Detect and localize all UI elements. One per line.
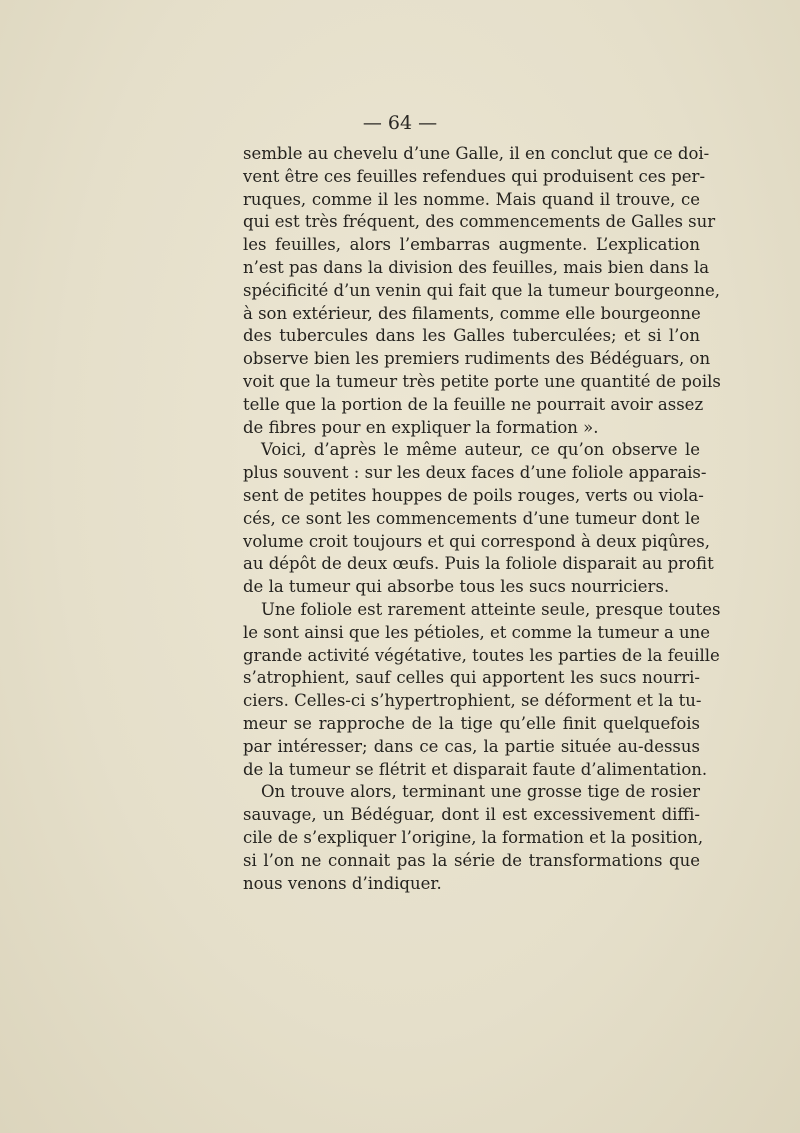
text-line: le sont ainsi que les pétioles, et comme la tumeur a une xyxy=(243,622,711,642)
text-line: meur se rapproche de la tige qu’elle finit quelquefois xyxy=(243,713,700,733)
text-line: Une foliole est rarement atteinte seule, presque toutes xyxy=(261,599,721,619)
text-line: Voici, d’après le même auteur, ce qu’on observe le xyxy=(261,440,700,460)
text-line: à son extérieur, des filaments, comme elle bourgeonne xyxy=(243,303,701,323)
page-number: — 64 — xyxy=(362,112,438,134)
text-line: voit que la tumeur très petite porte une quantité de poils xyxy=(243,371,721,391)
text-line: volume croit toujours et qui correspond à deux piqûres, xyxy=(243,531,710,551)
text-line: cile de s’expliquer l’origine, la formation et la position, xyxy=(243,827,704,847)
text-line: observe bien les premiers rudiments des Bédéguars, on xyxy=(243,349,711,369)
text-line: sent de petites houppes de poils rouges, verts ou viola- xyxy=(243,485,704,505)
text-line: telle que la portion de la feuille ne pourrait avoir assez xyxy=(243,394,704,414)
text-line: On trouve alors, terminant une grosse tige de rosier xyxy=(261,782,700,802)
text-line: n’est pas dans la division des feuilles, mais bien dans la xyxy=(243,257,710,277)
text-line: des tubercules dans les Galles tuberculées; et si l’on xyxy=(243,326,700,346)
text-line: au dépôt de deux œufs. Puis la foliole disparait au profit xyxy=(243,554,714,574)
text-line: nous venons d’indiquer. xyxy=(243,873,442,893)
text-line: de la tumeur qui absorbe tous les sucs nourriciers. xyxy=(243,577,670,597)
text-line: de la tumeur se flétrit et disparait faute d’alimentation. xyxy=(243,759,708,779)
text-line: vent être ces feuilles refendues qui produisent ces per- xyxy=(243,166,706,186)
text-line: sauvage, un Bédéguar, dont il est excessivement diffi- xyxy=(243,805,700,825)
text-line: spécificité d’un venin qui fait que la tumeur bourgeonne, xyxy=(243,280,720,300)
text-line: s’atrophient, sauf celles qui apportent les sucs nourri- xyxy=(243,668,700,688)
text-line: de fibres pour en expliquer la formation ». xyxy=(243,417,599,437)
text-line: qui est très fréquent, des commencements de Galles sur xyxy=(243,212,716,232)
text-line: ruques, comme il les nomme. Mais quand il trouve, ce xyxy=(243,189,700,209)
text-line: grande activité végétative, toutes les parties de la feuille xyxy=(243,645,720,665)
text-line: ciers. Celles-ci s’hypertrophient, se déforment et la tu- xyxy=(243,691,702,711)
text-line: semble au chevelu d’une Galle, il en conclut que ce doi- xyxy=(243,144,710,163)
text-line: les feuilles, alors l’embarras augmente. L’explication xyxy=(243,235,700,255)
text-line: par intéresser; dans ce cas, la partie située au-dessus xyxy=(243,736,700,756)
text-line: cés, ce sont les commencements d’une tumeur dont le xyxy=(243,508,700,528)
text-line: plus souvent : sur les deux faces d’une foliole apparais- xyxy=(243,463,707,483)
body-text xyxy=(243,143,721,895)
text-line: si l’on ne connait pas la série de transformations que xyxy=(243,850,700,870)
